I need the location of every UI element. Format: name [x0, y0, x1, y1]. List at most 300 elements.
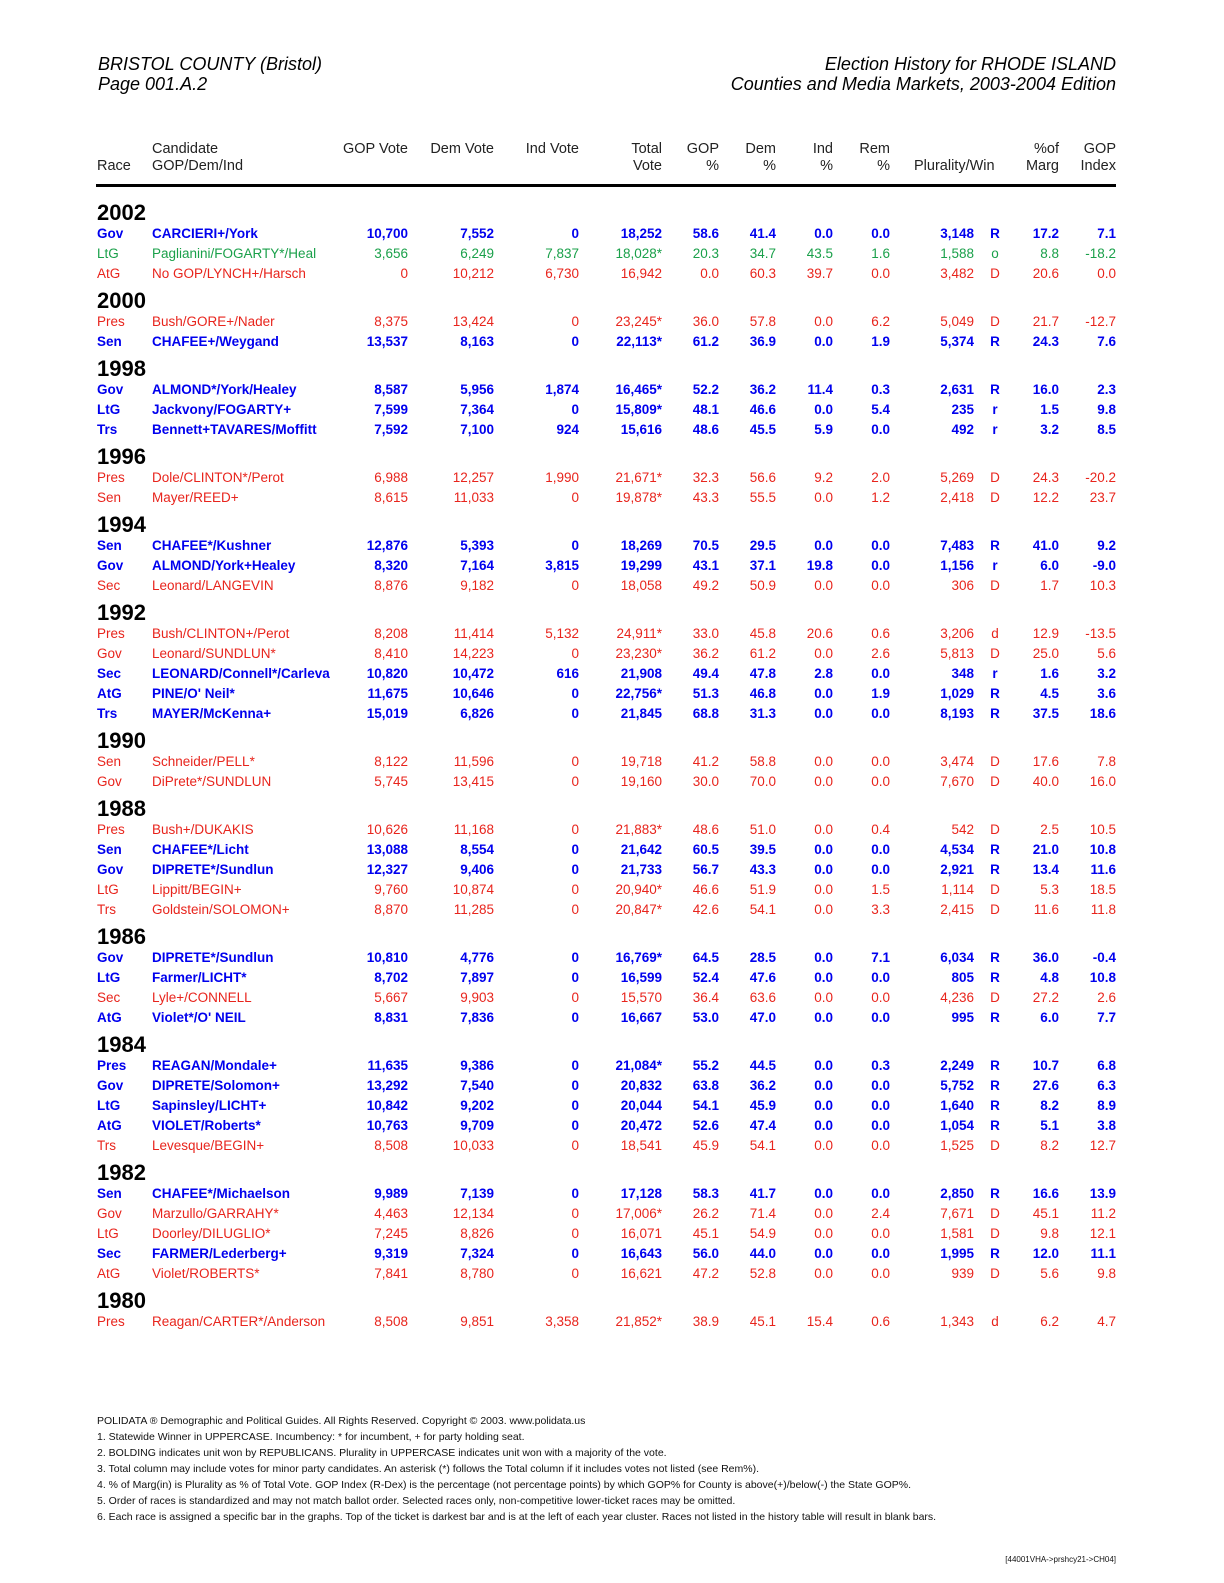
cell-win: r: [992, 402, 998, 417]
cell-cand: MAYER/McKenna+: [152, 706, 272, 721]
cell-win: R: [990, 970, 1000, 985]
cell-marg: 8.8: [1040, 246, 1059, 261]
cell-tot: 24,911*: [616, 626, 662, 641]
cell-race: Sec: [97, 990, 121, 1005]
cell-rp: 0.0: [871, 754, 890, 769]
cell-plu: 4,236: [940, 990, 974, 1005]
table-row: [0, 880, 1224, 900]
cell-dp: 54.1: [749, 902, 776, 917]
cell-idx: 10.3: [1089, 578, 1116, 593]
cell-win: r: [992, 558, 998, 573]
table-row: [0, 948, 1224, 968]
cell-idx: 18.6: [1089, 706, 1116, 721]
cell-tot: 21,642: [620, 842, 662, 857]
cell-gop: 9,319: [374, 1246, 408, 1261]
cell-ip: 0.0: [814, 882, 833, 897]
cell-cand: Farmer/LICHT*: [152, 970, 247, 985]
cell-gp: 42.6: [692, 902, 719, 917]
cell-gp: 46.6: [692, 882, 719, 897]
cell-tot: 20,847*: [615, 902, 662, 917]
year-heading: 1998: [97, 356, 146, 381]
cell-race: Trs: [97, 706, 118, 721]
cell-win: r: [992, 666, 998, 681]
cell-rp: 0.0: [871, 842, 890, 857]
cell-dem: 10,874: [452, 882, 494, 897]
cell-idx: 16.0: [1089, 774, 1116, 789]
table-row: [0, 968, 1224, 988]
cell-ind: 0: [571, 1246, 579, 1261]
cell-dem: 9,406: [460, 862, 494, 877]
cell-dp: 60.3: [749, 266, 776, 281]
footnote: 1. Statewide Winner in UPPERCASE. Incumbency: * for incumbent, + for party holding seat.: [97, 1431, 525, 1443]
cell-race: Trs: [97, 1138, 116, 1153]
cell-gop: 7,245: [374, 1226, 408, 1241]
cell-idx: 7.1: [1097, 226, 1116, 241]
cell-win: R: [990, 1058, 1000, 1073]
cell-race: LtG: [97, 246, 119, 261]
cell-dp: 47.0: [749, 1010, 776, 1025]
cell-idx: 2.6: [1097, 990, 1116, 1005]
cell-tot: 21,845: [620, 706, 662, 721]
cell-dp: 54.1: [749, 1138, 776, 1153]
cell-rp: 0.0: [871, 538, 890, 553]
cell-dp: 71.4: [749, 1206, 776, 1221]
cell-ind: 0: [571, 1010, 579, 1025]
cell-marg: 12.2: [1032, 490, 1059, 505]
footnote: 6. Each race is assigned a specific bar in the graphs. Top of the ticket is darkest bar and is at the left of each year cluster. Races not listed in the history table will result in blank bars.: [97, 1511, 937, 1523]
cell-plu: 7,671: [940, 1206, 974, 1221]
table-row: [0, 556, 1224, 576]
cell-gop: 8,508: [374, 1138, 408, 1153]
cell-ip: 0.0: [814, 1226, 833, 1241]
footnotes: [97, 1413, 1117, 1525]
table-row: [0, 684, 1224, 704]
cell-marg: 6.0: [1040, 558, 1059, 573]
cell-tot: 22,113*: [616, 334, 662, 349]
cell-race: Pres: [97, 626, 125, 641]
cell-gp: 48.1: [692, 402, 719, 417]
cell-ip: 0.0: [814, 1078, 833, 1093]
cell-dp: 45.9: [749, 1098, 776, 1113]
cell-marg: 27.2: [1032, 990, 1059, 1005]
cell-dp: 31.3: [749, 706, 776, 721]
cell-win: D: [990, 266, 1000, 281]
cell-tot: 21,084*: [615, 1058, 662, 1073]
cell-ind: 0: [571, 902, 579, 917]
cell-dem: 8,163: [460, 334, 494, 349]
table-row: [0, 772, 1224, 792]
cell-dp: 58.8: [749, 754, 776, 769]
cell-rp: 0.0: [871, 1118, 890, 1133]
table-row: [0, 576, 1224, 596]
cell-win: D: [990, 882, 1000, 897]
cell-gop: 12,876: [366, 538, 408, 553]
cell-race: Pres: [97, 314, 125, 329]
cell-ind: 616: [556, 666, 579, 681]
cell-tot: 16,071: [620, 1226, 662, 1241]
cell-dp: 45.8: [749, 626, 776, 641]
cell-gp: 43.3: [692, 490, 719, 505]
cell-gp: 48.6: [692, 422, 719, 437]
cell-ip: 11.4: [807, 382, 833, 397]
cell-ind: 924: [556, 422, 579, 437]
cell-marg: 1.7: [1040, 578, 1059, 593]
cell-dem: 7,324: [460, 1246, 494, 1261]
cell-ind: 1,874: [545, 382, 579, 397]
cell-tot: 18,028*: [615, 246, 662, 261]
cell-cand: Lippitt/BEGIN+: [152, 882, 242, 897]
col-candidate-sub: GOP/Dem/Ind: [152, 158, 244, 174]
cell-rp: 0.0: [871, 774, 890, 789]
cell-marg: 17.6: [1032, 754, 1059, 769]
cell-ind: 0: [571, 774, 579, 789]
cell-gp: 58.3: [692, 1186, 719, 1201]
cell-win: D: [990, 990, 1000, 1005]
cell-tot: 16,621: [620, 1266, 662, 1281]
results-table: [0, 196, 1224, 1332]
table-row: [0, 1096, 1224, 1116]
cell-rp: 0.3: [871, 382, 890, 397]
cell-dp: 37.1: [749, 558, 776, 573]
cell-dem: 10,646: [452, 686, 494, 701]
year-heading: 1980: [97, 1288, 146, 1313]
cell-rp: 6.2: [871, 314, 890, 329]
cell-dem: 7,100: [460, 422, 494, 437]
cell-tot: 16,643: [620, 1246, 662, 1261]
cell-cand: ALMOND/York+Healey: [152, 558, 296, 573]
cell-win: R: [990, 862, 1000, 877]
cell-marg: 16.6: [1032, 1186, 1059, 1201]
cell-ip: 0.0: [814, 1266, 833, 1281]
cell-marg: 1.6: [1040, 666, 1059, 681]
cell-idx: 10.8: [1089, 970, 1116, 985]
cell-race: AtG: [97, 266, 121, 281]
cell-idx: 23.7: [1089, 490, 1116, 505]
cell-marg: 9.8: [1040, 1226, 1059, 1241]
cell-cand: CHAFEE+/Weygand: [152, 334, 279, 349]
table-row: [0, 264, 1224, 284]
cell-gop: 10,842: [366, 1098, 408, 1113]
cell-gop: 11,675: [367, 686, 408, 701]
cell-dp: 47.4: [749, 1118, 776, 1133]
cell-win: R: [990, 1098, 1000, 1113]
cell-gp: 61.2: [692, 334, 719, 349]
cell-gop: 13,537: [366, 334, 408, 349]
cell-dem: 6,249: [460, 246, 494, 261]
cell-gop: 5,745: [374, 774, 408, 789]
cell-dp: 44.5: [749, 1058, 776, 1073]
cell-tot: 17,006*: [615, 1206, 662, 1221]
cell-cand: DiPrete*/SUNDLUN: [152, 774, 272, 789]
year-heading: 1994: [97, 512, 146, 537]
table-row: [0, 1244, 1224, 1264]
cell-dem: 9,903: [460, 990, 494, 1005]
col-dem-pct-sub: %: [763, 158, 776, 174]
cell-plu: 306: [951, 578, 974, 593]
cell-cand: Jackvony/FOGARTY+: [152, 402, 292, 417]
cell-cand: Lyle+/CONNELL: [152, 990, 252, 1005]
cell-marg: 45.1: [1032, 1206, 1059, 1221]
cell-dp: 39.5: [749, 842, 776, 857]
cell-plu: 7,670: [940, 774, 974, 789]
cell-tot: 16,599: [620, 970, 662, 985]
col-ind-pct-sub: %: [820, 158, 833, 174]
cell-gop: 10,763: [366, 1118, 408, 1133]
cell-rp: 5.4: [871, 402, 890, 417]
cell-plu: 939: [951, 1266, 974, 1281]
cell-marg: 37.5: [1032, 706, 1059, 721]
cell-ind: 0: [571, 490, 579, 505]
cell-dem: 7,364: [460, 402, 494, 417]
footnote: 3. Total column may include votes for minor party candidates. An asterisk (*) follows the Total column if it includes votes not listed (see Rem%).: [97, 1463, 759, 1475]
cell-idx: 2.3: [1097, 382, 1116, 397]
cell-ip: 5.9: [814, 422, 833, 437]
cell-plu: 2,631: [940, 382, 974, 397]
cell-race: Pres: [97, 1058, 127, 1073]
cell-gop: 8,375: [374, 314, 408, 329]
cell-dp: 41.4: [749, 226, 776, 241]
cell-race: Sen: [97, 490, 122, 505]
cell-cand: CHAFEE*/Licht: [152, 842, 249, 857]
cell-marg: 21.0: [1032, 842, 1059, 857]
cell-marg: 4.5: [1040, 686, 1059, 701]
cell-gp: 41.2: [692, 754, 719, 769]
col-gop-vote: GOP Vote: [342, 141, 408, 157]
cell-gp: 68.8: [692, 706, 719, 721]
table-row: [0, 1264, 1224, 1284]
cell-plu: 2,921: [940, 862, 974, 877]
cell-plu: 3,206: [940, 626, 974, 641]
cell-ind: 0: [571, 950, 579, 965]
cell-gp: 49.2: [692, 578, 719, 593]
cell-tot: 20,940*: [615, 882, 662, 897]
cell-race: Gov: [97, 558, 124, 573]
cell-race: Gov: [97, 1078, 124, 1093]
col-dem-pct: Dem: [745, 141, 776, 157]
cell-plu: 5,752: [940, 1078, 974, 1093]
cell-idx: 7.7: [1097, 1010, 1116, 1025]
cell-dem: 13,415: [452, 774, 494, 789]
cell-plu: 3,474: [940, 754, 974, 769]
cell-race: Sec: [97, 578, 121, 593]
cell-idx: -12.7: [1085, 314, 1116, 329]
cell-win: o: [991, 246, 999, 261]
cell-plu: 4,534: [940, 842, 974, 857]
cell-plu: 1,029: [940, 686, 974, 701]
table-row: [0, 1312, 1224, 1332]
cell-race: AtG: [97, 686, 122, 701]
table-row: [0, 644, 1224, 664]
table-row: [0, 400, 1224, 420]
col-ind-vote: Ind Vote: [525, 141, 579, 157]
cell-marg: 25.0: [1032, 646, 1059, 661]
cell-cand: Mayer/REED+: [152, 490, 239, 505]
cell-dem: 12,134: [452, 1206, 494, 1221]
cell-ind: 0: [571, 1186, 579, 1201]
cell-idx: 6.3: [1097, 1078, 1116, 1093]
table-row: [0, 624, 1224, 644]
cell-tot: 21,733: [620, 862, 662, 877]
cell-ip: 0.0: [814, 970, 833, 985]
cell-dem: 10,212: [452, 266, 494, 281]
cell-rp: 0.0: [871, 1246, 890, 1261]
cell-marg: 12.9: [1032, 626, 1059, 641]
cell-tot: 15,809*: [615, 402, 662, 417]
cell-cand: Violet*/O' NEIL: [152, 1010, 246, 1025]
cell-gp: 56.7: [692, 862, 719, 877]
cell-idx: 11.2: [1090, 1206, 1116, 1221]
cell-race: LtG: [97, 1226, 119, 1241]
cell-plu: 1,995: [940, 1246, 974, 1261]
cell-win: D: [990, 314, 1000, 329]
cell-rp: 0.0: [871, 1098, 890, 1113]
cell-idx: 11.6: [1090, 862, 1116, 877]
cell-rp: 2.6: [871, 646, 890, 661]
cell-race: Gov: [97, 226, 124, 241]
cell-rp: 7.1: [871, 950, 890, 965]
cell-race: LtG: [97, 1098, 121, 1113]
cell-gp: 70.5: [692, 538, 719, 553]
cell-ip: 0.0: [814, 1010, 833, 1025]
cell-plu: 2,249: [940, 1058, 974, 1073]
year-heading: 1986: [97, 924, 146, 949]
cell-dp: 50.9: [749, 578, 776, 593]
cell-cand: LEONARD/Connell*/Carleva: [152, 666, 330, 681]
cell-dem: 4,776: [460, 950, 494, 965]
table-row: [0, 1136, 1224, 1156]
cell-rp: 0.0: [871, 990, 890, 1005]
cell-cand: REAGAN/Mondale+: [152, 1058, 277, 1073]
cell-idx: 3.2: [1097, 666, 1116, 681]
cell-rp: 3.3: [871, 902, 890, 917]
table-row: [0, 488, 1224, 508]
cell-idx: 18.5: [1089, 882, 1116, 897]
cell-marg: 27.6: [1032, 1078, 1059, 1093]
cell-plu: 805: [951, 970, 974, 985]
cell-dp: 55.5: [749, 490, 776, 505]
table-row: [0, 224, 1224, 244]
cell-gop: 4,463: [374, 1206, 408, 1221]
cell-win: D: [990, 470, 1000, 485]
cell-plu: 3,482: [940, 266, 974, 281]
cell-idx: 8.5: [1097, 422, 1116, 437]
cell-plu: 1,114: [941, 882, 974, 897]
cell-marg: 6.2: [1040, 1314, 1059, 1329]
cell-win: R: [990, 1078, 1000, 1093]
table-row: [0, 1204, 1224, 1224]
cell-gp: 56.0: [692, 1246, 719, 1261]
cell-ind: 0: [571, 314, 579, 329]
cell-marg: 8.2: [1040, 1098, 1059, 1113]
cell-race: AtG: [97, 1118, 122, 1133]
cell-dp: 46.8: [749, 686, 776, 701]
cell-race: Sen: [97, 754, 122, 769]
table-row: [0, 704, 1224, 724]
cell-gop: 10,820: [366, 666, 408, 681]
cell-win: R: [990, 706, 1000, 721]
cell-rp: 0.0: [871, 558, 890, 573]
cell-gp: 58.6: [692, 226, 719, 241]
cell-marg: 8.2: [1040, 1138, 1059, 1153]
footnote: 4. % of Marg(in) is Plurality as % of Total Vote. GOP Index (R-Dex) is the percentage (not percentage points) by which GOP% for County is above(+)/below(-) the State GOP%.: [97, 1479, 912, 1491]
cell-cand: Leonard/SUNDLUN*: [152, 646, 276, 661]
cell-cand: Dole/CLINTON*/Perot: [152, 470, 284, 485]
table-row: [0, 1056, 1224, 1076]
cell-idx: 5.6: [1097, 646, 1116, 661]
cell-plu: 5,269: [940, 470, 974, 485]
cell-dp: 56.6: [749, 470, 776, 485]
cell-gp: 53.0: [692, 1010, 719, 1025]
cell-tot: 18,058: [620, 578, 662, 593]
cell-ip: 0.0: [814, 1206, 833, 1221]
cell-dem: 12,257: [452, 470, 494, 485]
cell-ip: 0.0: [814, 1246, 833, 1261]
cell-dem: 9,851: [460, 1314, 494, 1329]
cell-rp: 0.0: [871, 970, 890, 985]
cell-ip: 2.8: [814, 666, 833, 681]
cell-tot: 16,667: [620, 1010, 662, 1025]
cell-idx: 10.5: [1089, 822, 1116, 837]
cell-dp: 47.8: [749, 666, 776, 681]
cell-race: Gov: [97, 646, 122, 661]
cell-dp: 51.9: [749, 882, 776, 897]
cell-plu: 542: [951, 822, 974, 837]
document-subtitle: Counties and Media Markets, 2003-2004 Edition: [730, 74, 1116, 94]
cell-dp: 36.2: [749, 382, 776, 397]
cell-dp: 70.0: [749, 774, 776, 789]
cell-dp: 36.2: [749, 1078, 776, 1093]
cell-ip: 0.0: [814, 754, 833, 769]
year-heading: 1988: [97, 796, 146, 821]
cell-race: LtG: [97, 882, 119, 897]
cell-rp: 0.0: [871, 422, 890, 437]
cell-dem: 11,596: [453, 754, 494, 769]
cell-win: R: [990, 1246, 1000, 1261]
header-right: [731, 54, 1116, 94]
cell-idx: 3.8: [1097, 1118, 1116, 1133]
cell-rp: 0.0: [871, 706, 890, 721]
cell-marg: 11.6: [1033, 902, 1059, 917]
cell-ip: 0.0: [814, 1058, 833, 1073]
col-total-sub: Vote: [632, 158, 662, 174]
table-row: [0, 420, 1224, 440]
cell-win: R: [990, 1010, 1000, 1025]
cell-race: LtG: [97, 402, 121, 417]
header-rule: [96, 184, 1116, 187]
cell-win: R: [990, 686, 1000, 701]
cell-ip: 0.0: [814, 1186, 833, 1201]
table-row: [0, 840, 1224, 860]
page-number: Page 001.A.2: [98, 74, 208, 94]
cell-gop: 8,320: [374, 558, 408, 573]
cell-gop: 6,988: [374, 470, 408, 485]
table-row: [0, 900, 1224, 920]
cell-race: AtG: [97, 1266, 121, 1281]
cell-ind: 0: [571, 226, 579, 241]
cell-plu: 1,588: [940, 246, 974, 261]
cell-cand: Bush+/DUKAKIS: [152, 822, 254, 837]
cell-win: d: [991, 626, 999, 641]
cell-rp: 1.6: [871, 246, 890, 261]
cell-ind: 1,990: [545, 470, 579, 485]
cell-tot: 19,718: [620, 754, 662, 769]
cell-cand: CHAFEE*/Kushner: [152, 538, 272, 553]
cell-ip: 0.0: [814, 842, 833, 857]
table-row: [0, 380, 1224, 400]
cell-win: D: [990, 754, 1000, 769]
cell-plu: 2,418: [940, 490, 974, 505]
cell-ip: 0.0: [814, 646, 833, 661]
